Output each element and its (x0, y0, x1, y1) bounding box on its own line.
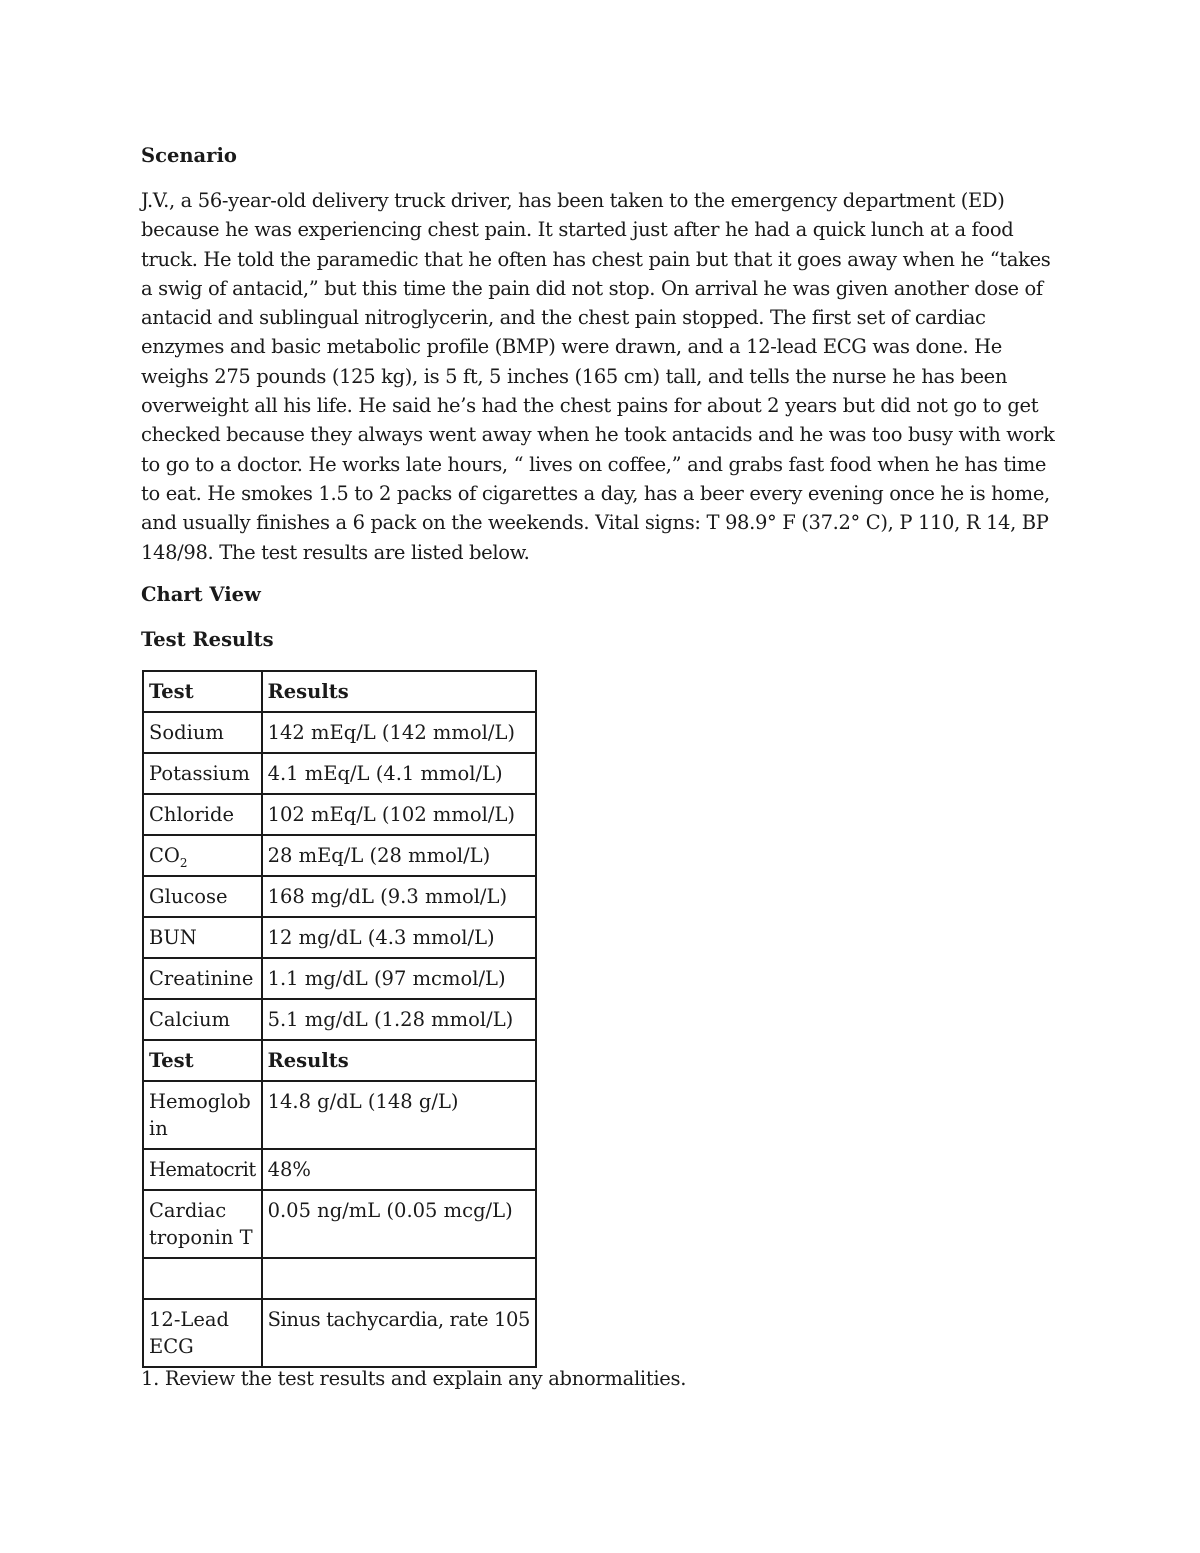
test-result-cell: 4.1 mEq/L (4.1 mmol/L) (262, 753, 536, 794)
test-result-cell: 5.1 mg/dL (1.28 mmol/L) (262, 999, 536, 1040)
test-name-cell: Hematocrit (143, 1149, 262, 1190)
table-row (143, 958, 536, 999)
table-row (143, 794, 536, 835)
hemoglobin-label: Hemoglobin (149, 1090, 251, 1140)
test-name-cell: Chloride (143, 794, 262, 835)
table-row (143, 753, 536, 794)
co2-label: CO (149, 844, 180, 867)
table-row (143, 1081, 536, 1149)
test-result-cell: 102 mEq/L (102 mmol/L) (262, 794, 536, 835)
test-name-cell: BUN (143, 917, 262, 958)
table-row (143, 712, 536, 753)
test-result-cell: 142 mEq/L (142 mmol/L) (262, 712, 536, 753)
table-row (143, 999, 536, 1040)
test-result-cell: 168 mg/dL (9.3 mmol/L) (262, 876, 536, 917)
test-result-cell: 14.8 g/dL (148 g/L) (262, 1081, 536, 1149)
test-name-cell (143, 1081, 262, 1149)
table-row (143, 876, 536, 917)
co2-subscript: 2 (179, 855, 188, 870)
test-name-cell: 12-Lead ECG (143, 1299, 262, 1367)
test-results-table (142, 670, 537, 1368)
scenario-paragraph: J.V., a 56-year-old delivery truck driver, has been taken to the emergency department (ED) because he was experiencing chest pain. It started just after he had a quick lunch at a food truck. He told the paramedic that he often has chest pain but that it goes away when he “takes a swig of antacid,” but this time the pain did not stop. On arrival he was given another dose of antacid and sublingual nitroglycerin, and the chest pain stopped. The first set of cardiac enzymes and basic metabolic profile (BMP) were drawn, and a 12-lead ECG was done. He weighs 275 pounds (125 kg), is 5 ft, 5 inches (165 cm) tall, and tells the nurse he has been overweight all his life. He said he’s had the chest pains for about 2 years but did not go to get checked because they always went away when he took antacids and he was too busy with work to go to a doctor. He works late hours, “ lives on coffee,” and grabs fast food when he has time to eat. He smokes 1.5 to 2 packs of cigarettes a day, has a beer every evening once he is home, and usually finishes a 6 pack on the weekends. Vital signs: T 98.9° F (37.2° C), P 110, R 14, BP 148/98. The test results are listed below. (141, 189, 1055, 564)
test-result-cell: 0.05 ng/mL (0.05 mcg/L) (262, 1190, 536, 1258)
question-1: 1. Review the test results and explain any abnormalities. (141, 1367, 687, 1390)
chart-view-heading: Chart View (141, 583, 261, 606)
table-row (143, 1190, 536, 1258)
column-header-test: Test (143, 671, 262, 712)
table-row-empty (143, 1258, 536, 1299)
test-result-cell (262, 1258, 536, 1299)
column-header-results: Results (262, 1040, 536, 1081)
table-row (143, 1149, 536, 1190)
test-name-cell: Creatinine (143, 958, 262, 999)
column-header-results: Results (262, 671, 536, 712)
table-row (143, 1299, 536, 1367)
test-name-cell: Calcium (143, 999, 262, 1040)
test-result-cell: 48% (262, 1149, 536, 1190)
test-name-cell: Sodium (143, 712, 262, 753)
test-result-cell: 12 mg/dL (4.3 mmol/L) (262, 917, 536, 958)
test-name-cell: Glucose (143, 876, 262, 917)
scenario-heading: Scenario (141, 144, 237, 167)
test-name-cell (143, 835, 262, 876)
test-result-cell: Sinus tachycardia, rate 105 (262, 1299, 536, 1367)
table-header-row (143, 671, 536, 712)
table-row (143, 917, 536, 958)
table-header-row (143, 1040, 536, 1081)
test-result-cell: 28 mEq/L (28 mmol/L) (262, 835, 536, 876)
column-header-test: Test (143, 1040, 262, 1081)
test-name-cell (143, 1258, 262, 1299)
test-name-cell: Cardiac troponin T (143, 1190, 262, 1258)
test-results-heading: Test Results (141, 628, 274, 651)
test-name-cell: Potassium (143, 753, 262, 794)
table-row (143, 835, 536, 876)
test-result-cell: 1.1 mg/dL (97 mcmol/L) (262, 958, 536, 999)
